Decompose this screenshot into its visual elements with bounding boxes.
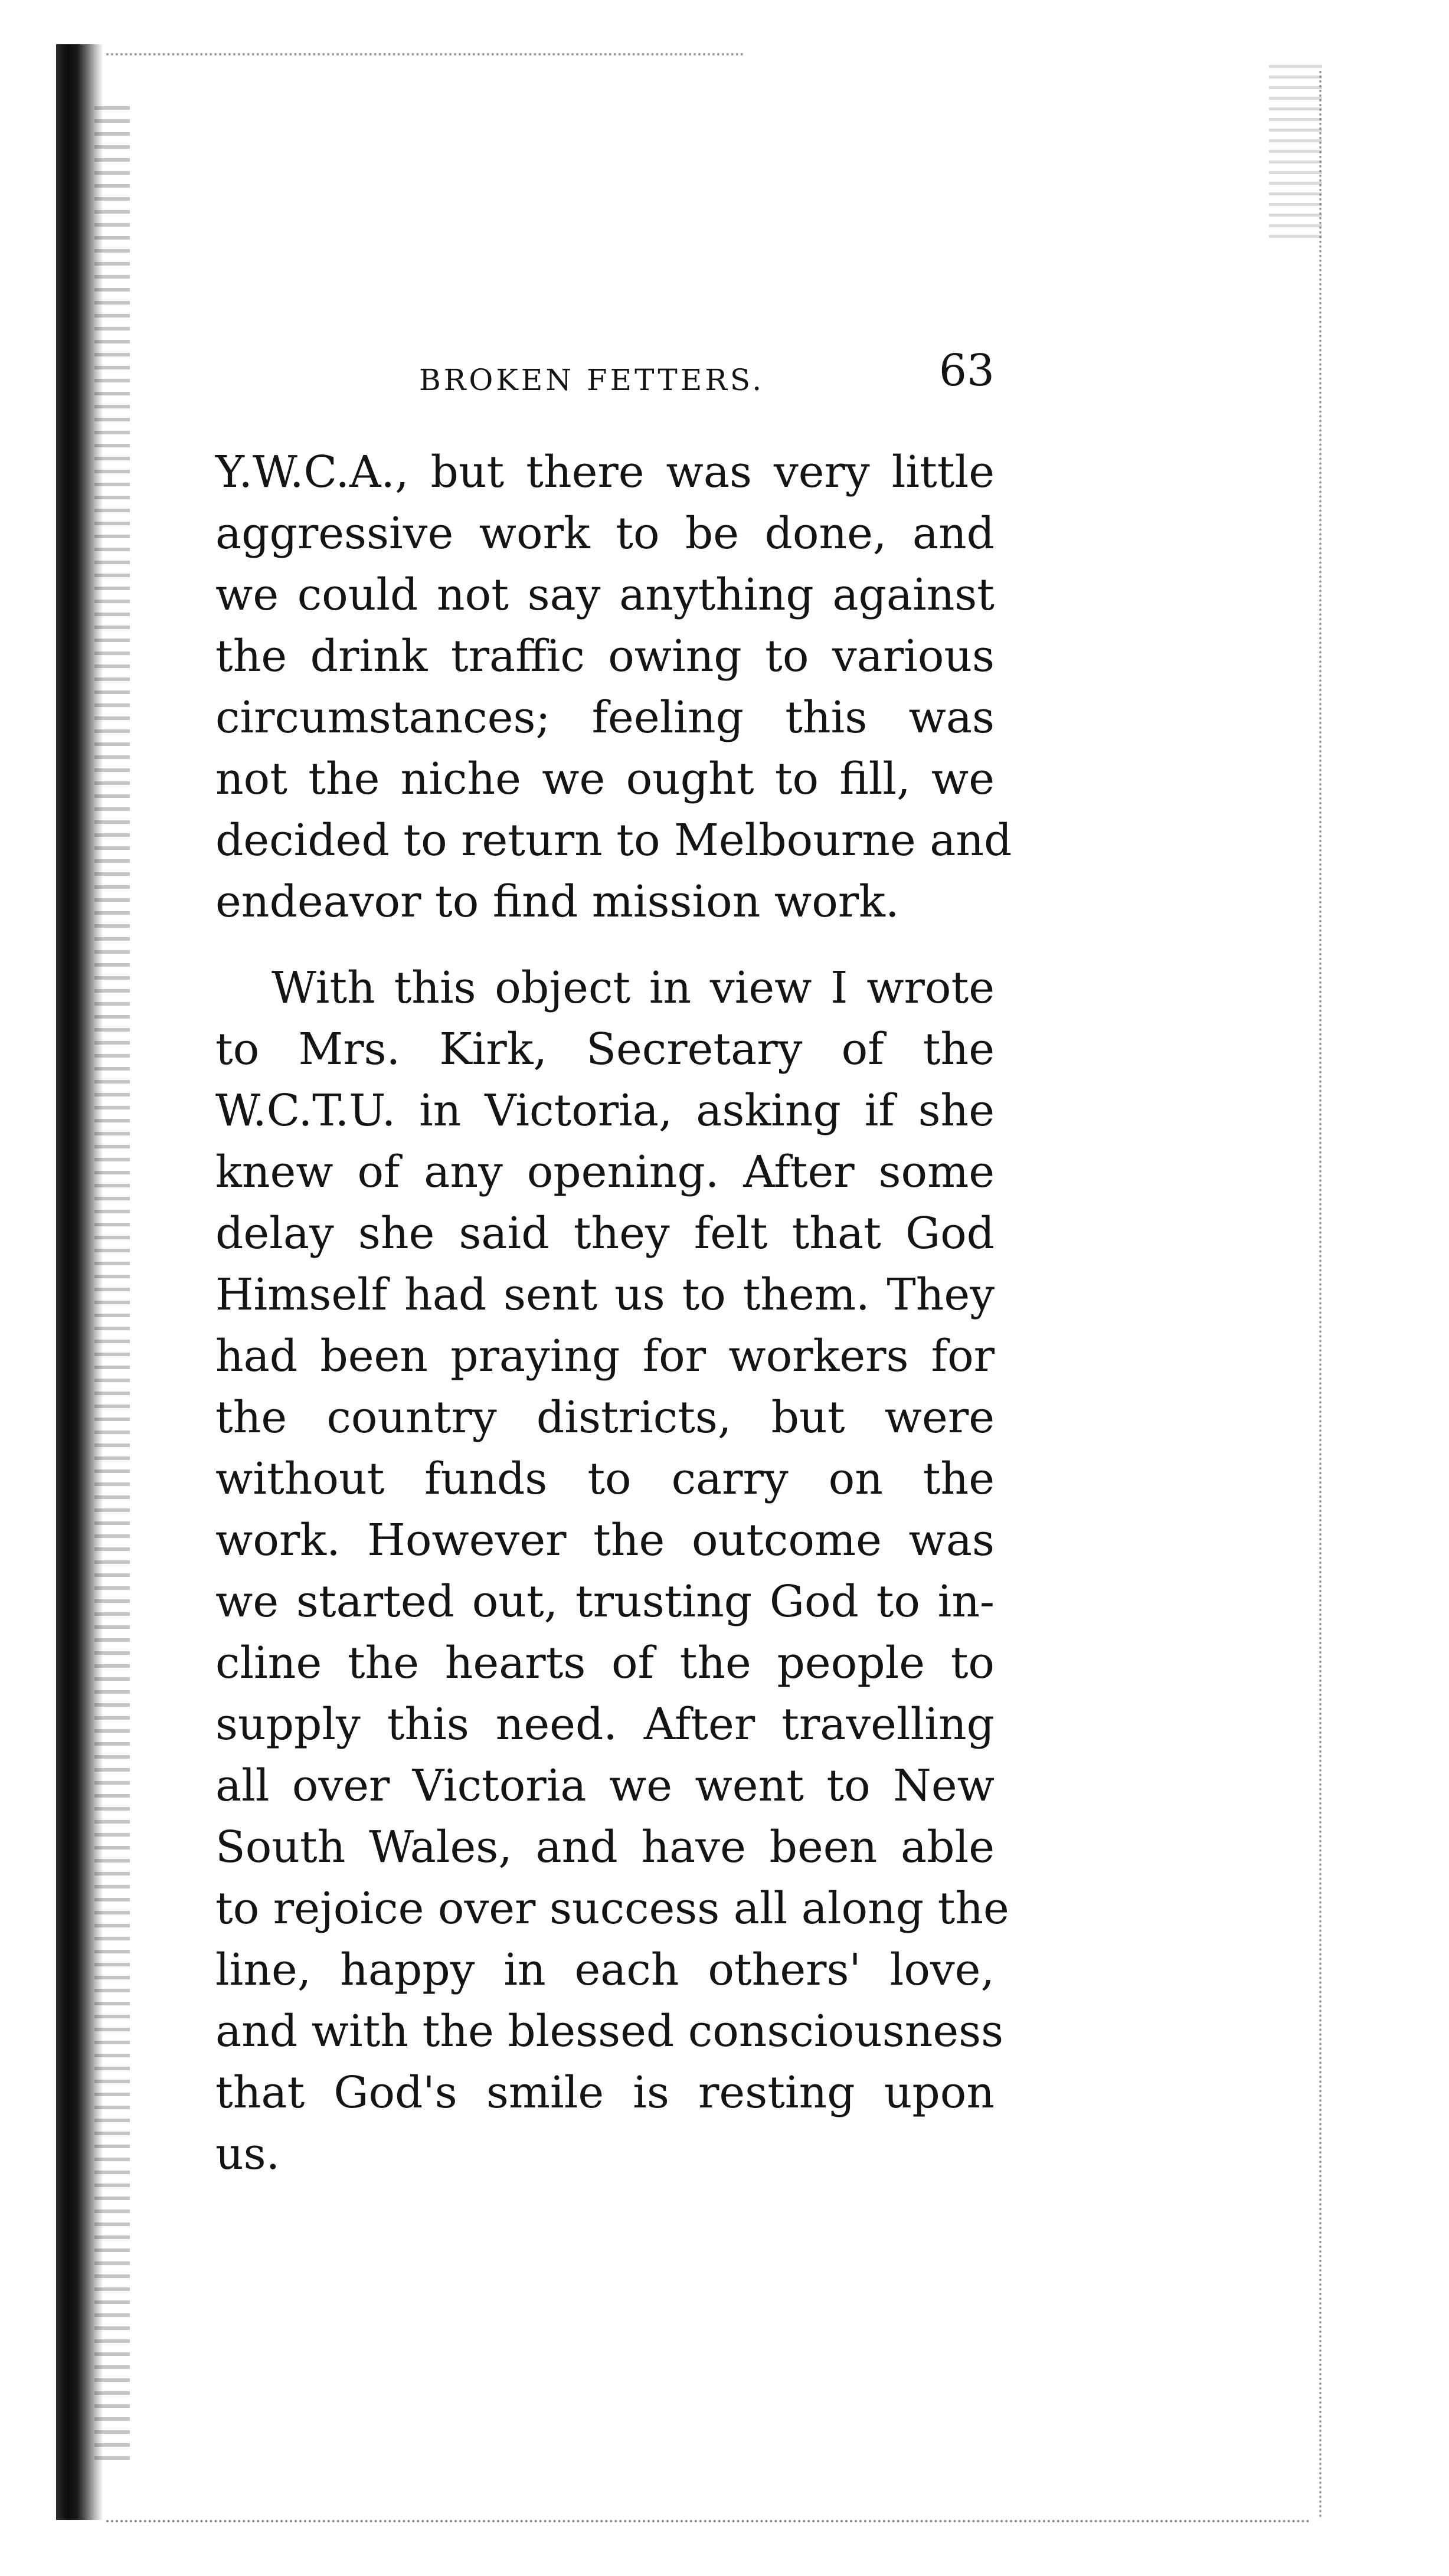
text-line: without funds to carry on the	[215, 1454, 995, 1504]
text-line: that God's smile is resting upon	[215, 2067, 995, 2118]
page-edge-bottom	[106, 2520, 1310, 2522]
text-line: With this object in view I wrote	[272, 963, 995, 1013]
text-line: line, happy in each others' love,	[215, 1945, 995, 1995]
text-line: cline the hearts of the people to	[215, 1638, 995, 1688]
page-edge-tear	[1269, 65, 1322, 242]
text-line: the country districts, but were	[215, 1392, 995, 1443]
text-line: supply this need. After travelling	[215, 1699, 995, 1750]
page-edge-right	[1319, 71, 1322, 2520]
text-line: and with the blessed consciousness	[215, 2006, 1004, 2057]
paragraph-1	[215, 441, 1012, 932]
text-line: the drink traffic owing to various	[215, 631, 995, 682]
text-line: to Mrs. Kirk, Secretary of the	[215, 1024, 995, 1075]
binding-speckle	[94, 106, 130, 2467]
text-line: Himself had sent us to them. They	[215, 1269, 995, 1320]
text-line: all over Victoria we went to New	[215, 1760, 995, 1811]
text-line: work. However the outcome was	[215, 1515, 995, 1566]
page-number: 63	[938, 345, 995, 396]
text-line: endeavor to find mission work.	[215, 876, 900, 927]
text-line: circumstances; feeling this was	[215, 692, 995, 743]
text-line: delay she said they felt that God	[215, 1208, 995, 1259]
text-line: us.	[215, 2129, 280, 2179]
text-line: to rejoice over success all along the	[215, 1883, 1009, 1934]
text-line: not the niche we ought to fill, we	[215, 754, 995, 804]
running-title: BROKEN FETTERS.	[419, 363, 765, 397]
running-header	[215, 345, 995, 410]
text-line: we could not say anything against	[215, 569, 995, 620]
text-line: aggressive work to be done, and	[215, 508, 995, 559]
page-edge-top	[106, 53, 744, 55]
text-line: we started out, trusting God to in-	[215, 1576, 995, 1627]
text-line: Y.W.C.A., but there was very little	[215, 447, 995, 497]
text-line: South Wales, and have been able	[215, 1822, 995, 1873]
text-line: decided to return to Melbourne and	[215, 815, 1012, 866]
text-line: had been praying for workers for	[215, 1331, 995, 1382]
text-line: W.C.T.U. in Victoria, asking if she	[215, 1085, 995, 1136]
paragraph-2	[215, 957, 1009, 2185]
body-text	[215, 441, 1012, 2185]
text-line: knew of any opening. After some	[215, 1147, 995, 1197]
